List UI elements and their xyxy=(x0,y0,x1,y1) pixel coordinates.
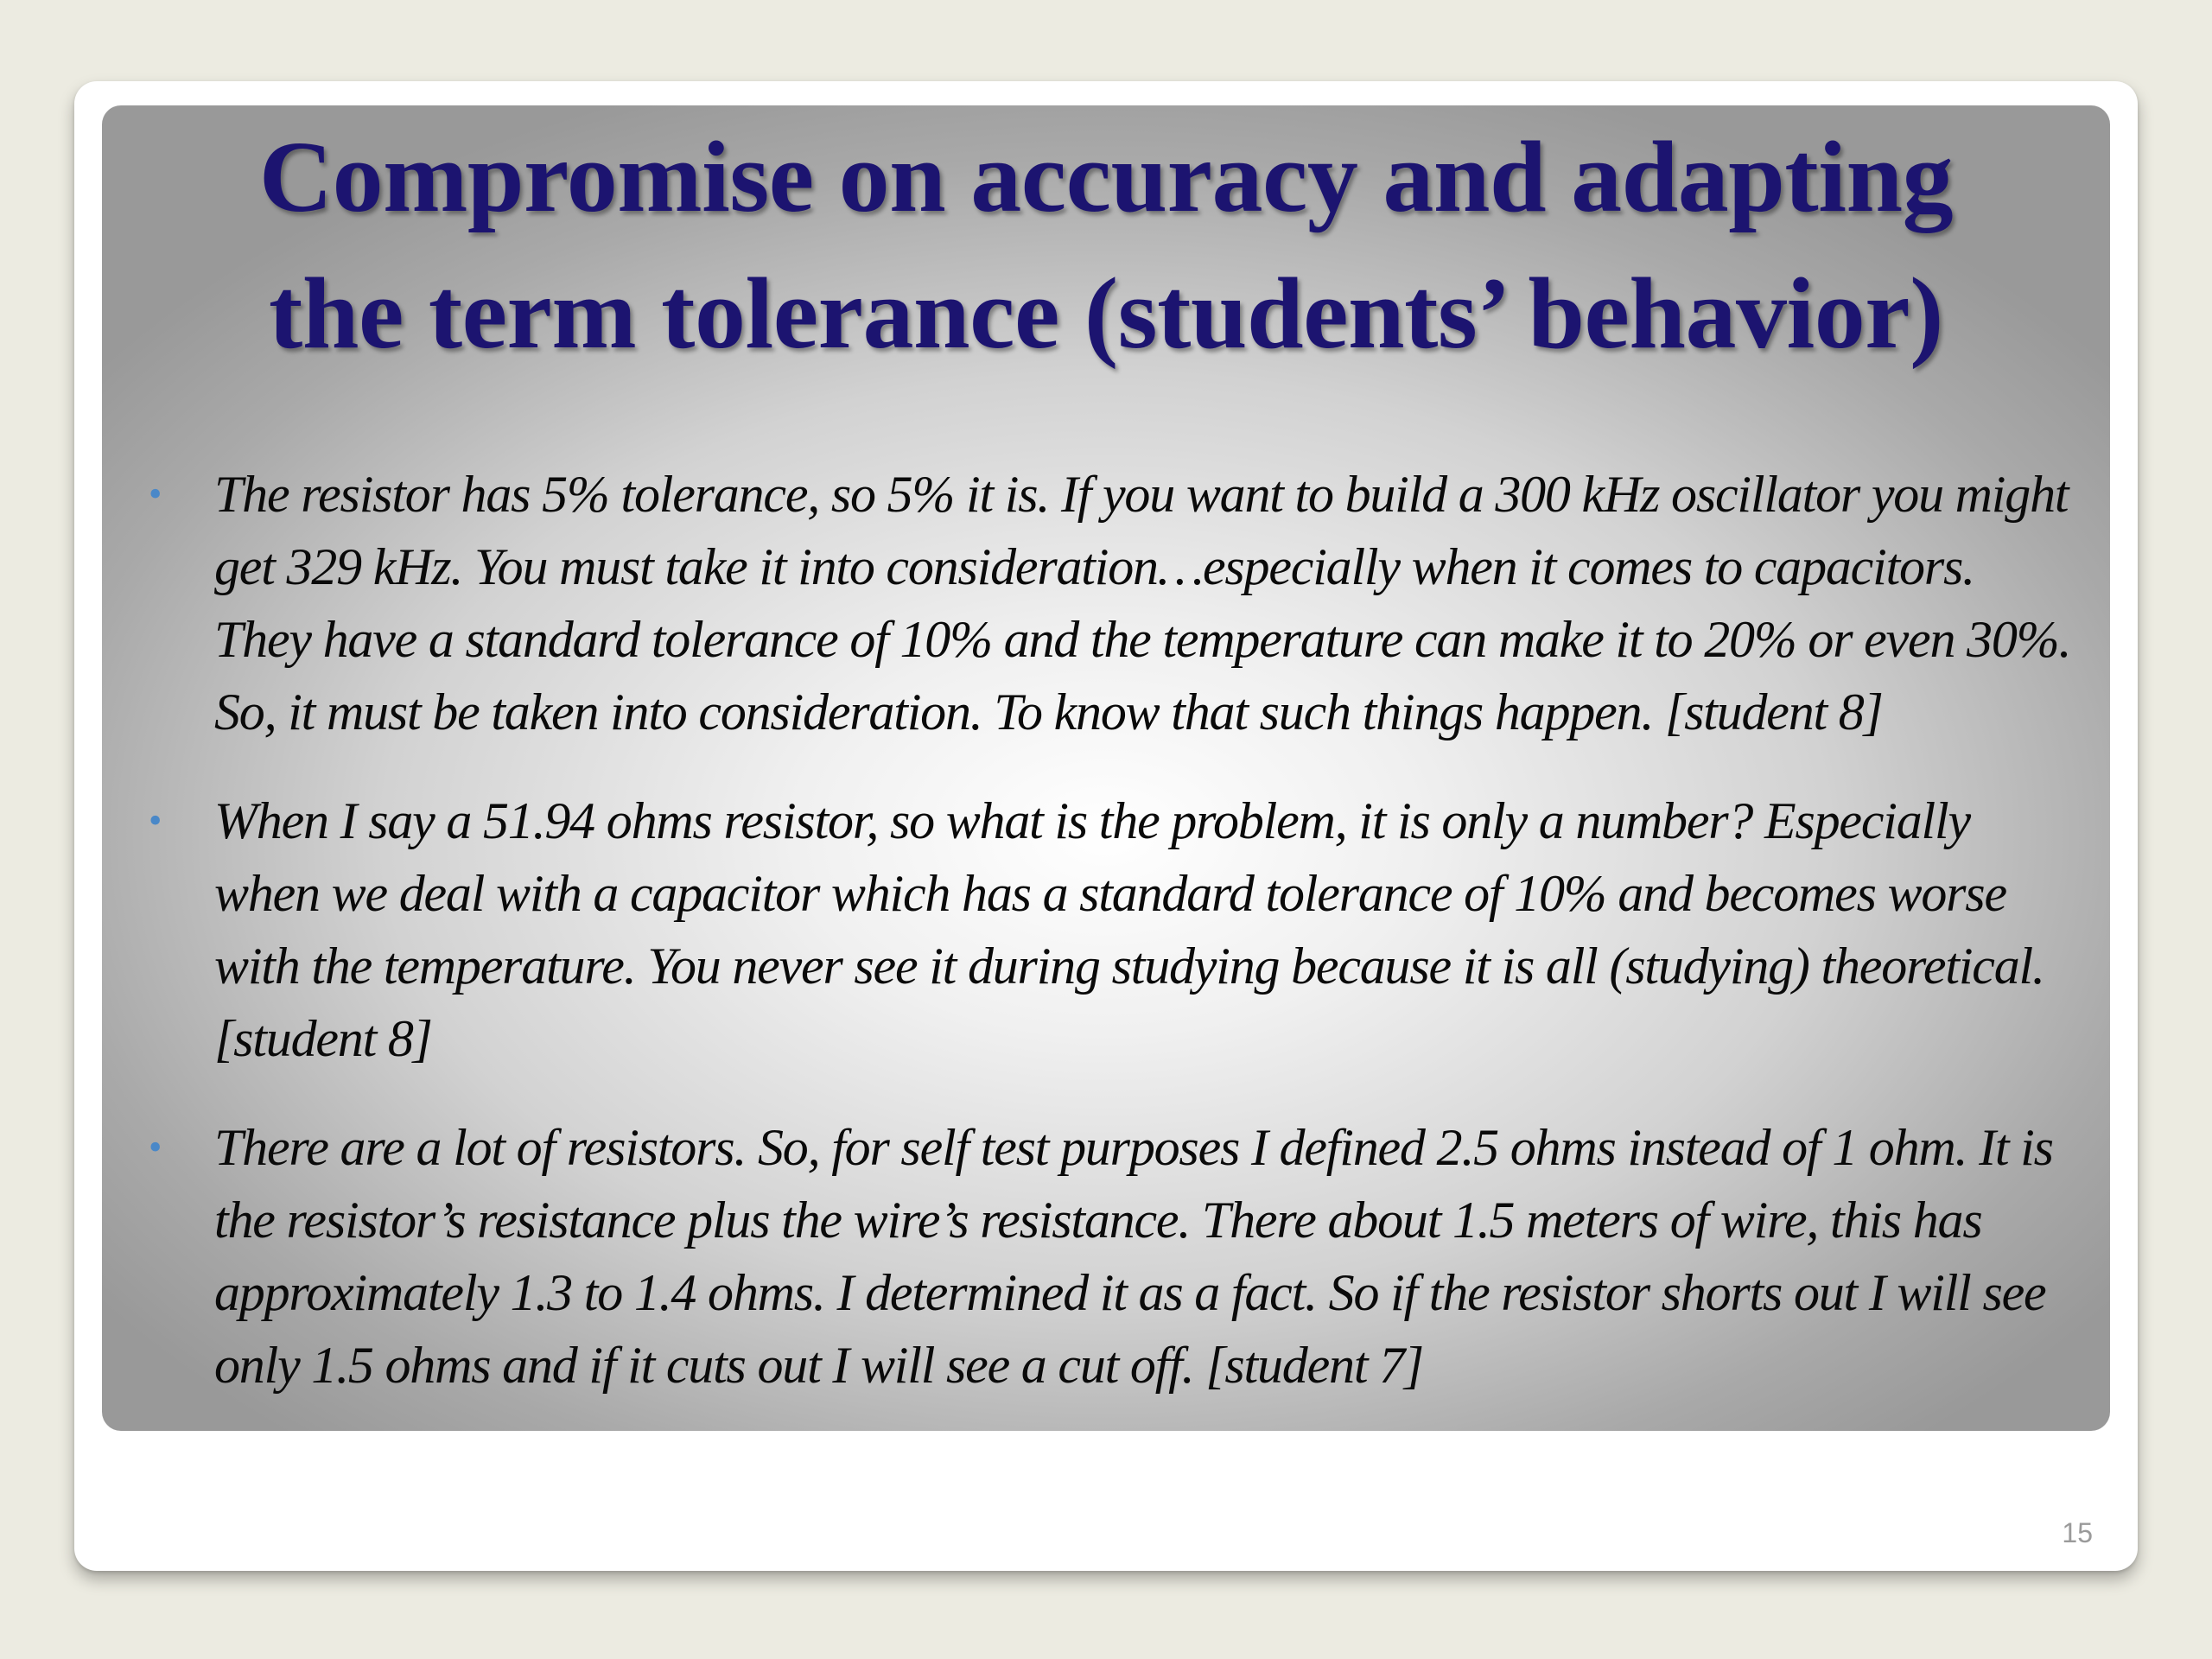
bullet-icon: • xyxy=(149,1126,162,1168)
slide-title-line-1: Compromise on accuracy and adapting xyxy=(258,120,1954,233)
bullet-text-3: There are a lot of resistors. So, for self test purposes I defined 2.5 ohms instead of 1 ohm. It is the resistor’s resistance plus the wire’s resistance. There about 1.5 meters of wire, this has approximately 1.3 to 1.4 ohms. I determined it as a fact. So if the resistor shorts out I will see only 1.5 ohms and if it cuts out I will see a cut off. [student 7] xyxy=(214,1119,2053,1394)
slide-page-number: 15 xyxy=(2062,1517,2093,1548)
bullet-text-1: The resistor has 5% tolerance, so 5% it is. If you want to build a 300 kHz oscillator you might get 329 kHz. You must take it into consideration…especially when it comes to capacitors. They have a standard tolerance of 10% and the temperature can make it to 20% or even 30%. So, it must be taken into consideration. To know that such things happen. [student 8] xyxy=(214,466,2071,741)
bullet-icon: • xyxy=(149,799,162,842)
bullet-text-2: When I say a 51.94 ohms resistor, so what is the problem, it is only a number? Especially when we deal with a capacitor which has a standard tolerance of 10% and becomes worse with the temperature. You never see it during studying because it is all (studying) theoretical. [student 8] xyxy=(214,792,2044,1067)
bullet-list xyxy=(138,458,2074,1438)
bullet-icon: • xyxy=(149,473,162,515)
bullet-item-3 xyxy=(138,1111,2074,1402)
slide-title xyxy=(102,109,2110,382)
bullet-item-1 xyxy=(138,458,2074,748)
slide-title-line-2: the term tolerance (students’ behavior) xyxy=(269,257,1943,370)
bullet-item-2 xyxy=(138,785,2074,1075)
